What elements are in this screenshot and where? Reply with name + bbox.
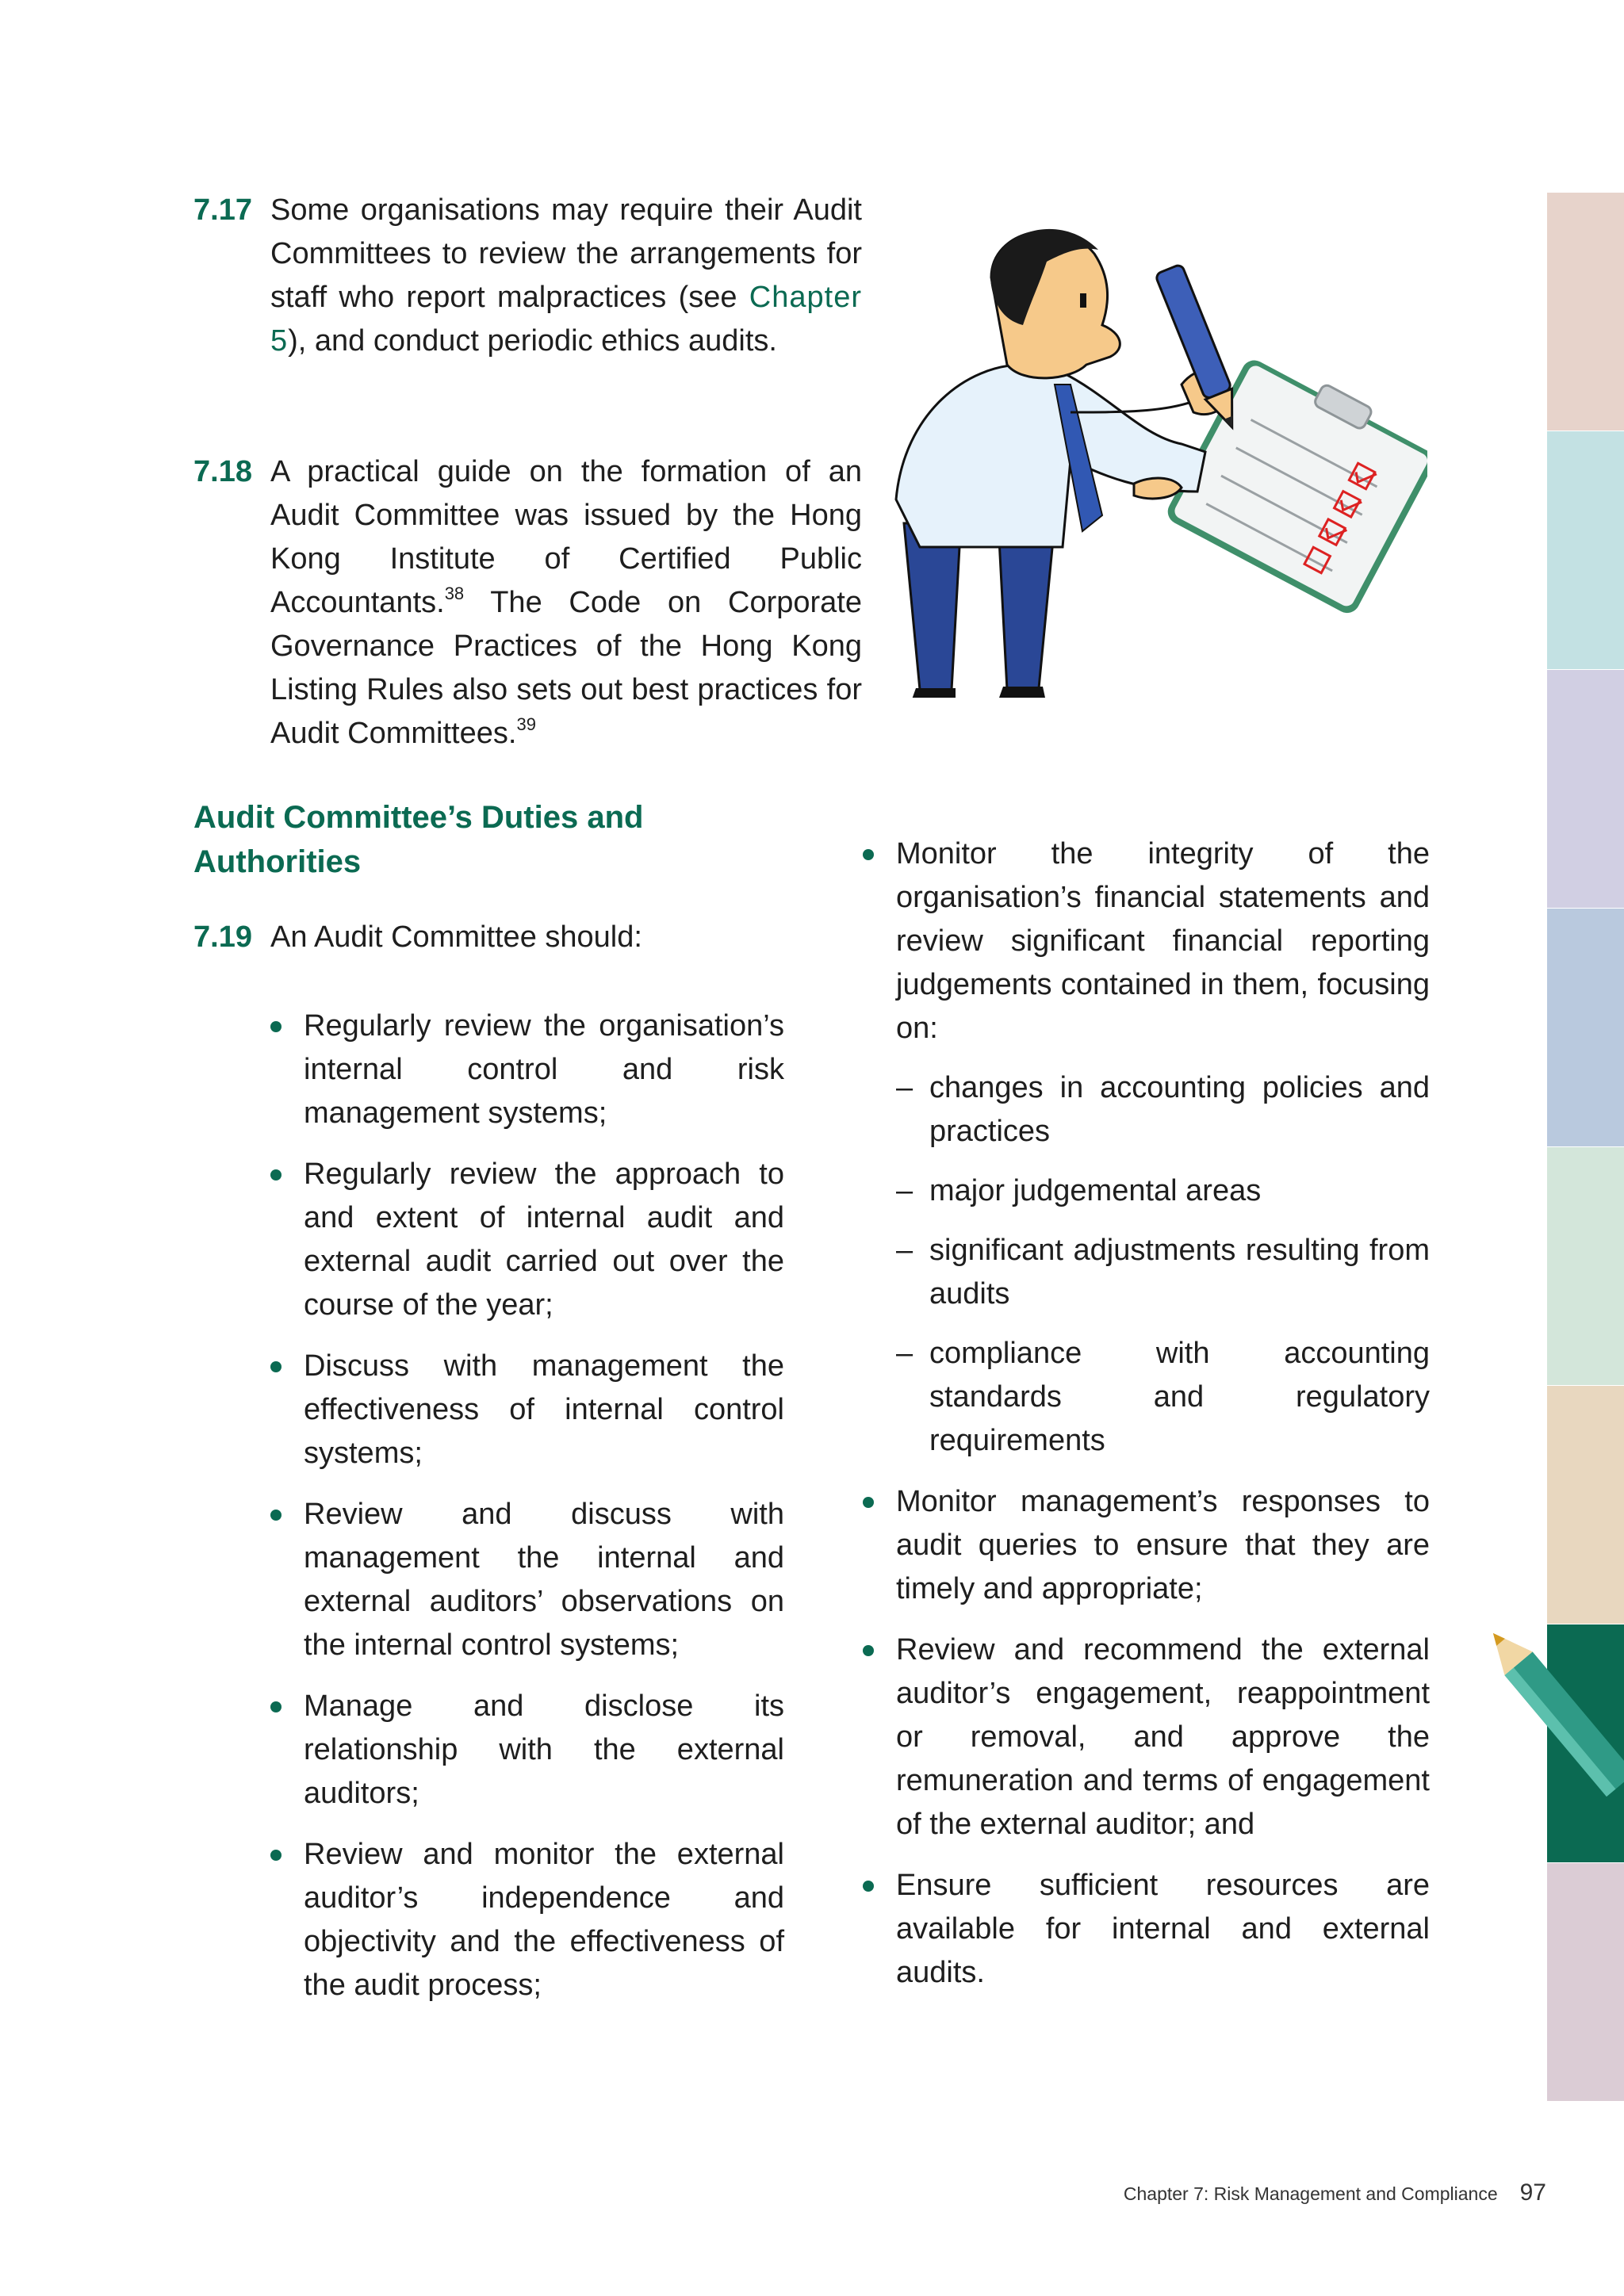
- list-item: Regularly review the approach to and extent of internal audit and external audit carried out over the course of the year;: [270, 1153, 784, 1327]
- pencil-icon: [1491, 1617, 1624, 1800]
- list-item: Review and discuss with management the internal and external auditors’ observations on the internal control systems;: [270, 1493, 784, 1667]
- list-item: Regularly review the organisation’s internal control and risk management systems;: [270, 1004, 784, 1135]
- chapter-tab[interactable]: [1547, 431, 1624, 670]
- dash-icon: –: [896, 1234, 914, 1267]
- paragraph-text: An Audit Committee should:: [270, 920, 642, 954]
- chapter-tab[interactable]: [1547, 670, 1624, 909]
- sub-list-item: – significant adjustments resulting from audits: [896, 1229, 1430, 1316]
- paragraph-number: 7.17: [193, 193, 252, 227]
- footnote-ref-39[interactable]: 39: [516, 714, 536, 735]
- bullet-icon: [270, 1361, 282, 1372]
- section-heading: Audit Committee’s Duties and Authorities: [193, 800, 644, 879]
- dash-icon: –: [896, 1071, 914, 1104]
- list-item: Monitor management’s responses to audit queries to ensure that they are timely and appropriate;: [863, 1480, 1430, 1611]
- list-item: Review and recommend the external auditor’s engagement, reappointment or removal, and approve the remuneration and terms of engagement of the external auditor; and: [863, 1628, 1430, 1846]
- focus-sublist: [896, 1066, 1430, 1463]
- paragraph-text: A practical guide on the formation of an Audit Committee was issued by the Hong Kong Institute of Certified Public Accountants.: [270, 455, 862, 619]
- page-footer: [1031, 2179, 1546, 2208]
- chapter-tab[interactable]: [1547, 1386, 1624, 1624]
- sub-list-item: – compliance with accounting standards and regulatory requirements: [896, 1332, 1430, 1463]
- chapter-tab[interactable]: [1547, 1147, 1624, 1386]
- bullet-icon: [863, 849, 874, 860]
- duties-list-right: [863, 832, 1430, 2012]
- chapter-5-link[interactable]: Chapter 5: [270, 281, 862, 358]
- man-writing-checklist-icon: [872, 214, 1427, 698]
- bullet-icon: [270, 1169, 282, 1181]
- chapter-tab[interactable]: [1547, 909, 1624, 1147]
- chapter-tab[interactable]: [1547, 1863, 1624, 2102]
- footer-chapter: Chapter 7: Risk Management and Compliance: [1123, 2183, 1498, 2204]
- duties-list-left: [270, 1004, 784, 2025]
- bullet-icon: [863, 1645, 874, 1656]
- paragraph-text: Some organisations may require their Audit Committees to review the arrangements for staff who report malpractices (see: [270, 193, 862, 314]
- bullet-icon: [863, 1881, 874, 1892]
- list-item: Monitor the integrity of the organisation’s financial statements and review significant financial reporting judgements contained in them, focusing on: – changes in accounting policies and practices – major judgemental areas – significant adjustments resulting from audits – compliance with accounting standards and regulatory requirements: [863, 832, 1430, 1463]
- chapter-tab[interactable]: [1547, 193, 1624, 431]
- paragraph-text: ), and conduct periodic ethics audits.: [288, 324, 777, 358]
- bullet-icon: [270, 1510, 282, 1521]
- sub-list-item: – changes in accounting policies and practices: [896, 1066, 1430, 1154]
- list-item: Discuss with management the effectiveness of internal control systems;: [270, 1345, 784, 1475]
- paragraph-number: 7.19: [193, 920, 252, 954]
- chapter-tabs: [1547, 193, 1624, 2102]
- paragraph-text: The Code on Corporate Governance Practices of the Hong Kong Listing Rules also sets out best practices for Audit Committees.: [270, 586, 862, 750]
- bullet-icon: [270, 1850, 282, 1861]
- sub-list-item: – major judgemental areas: [896, 1169, 1430, 1213]
- bullet-icon: [863, 1497, 874, 1508]
- dash-icon: –: [896, 1174, 914, 1207]
- footnote-ref-38[interactable]: 38: [444, 584, 465, 604]
- dash-icon: –: [896, 1337, 914, 1370]
- page-number: 97: [1519, 2179, 1546, 2206]
- bullet-icon: [270, 1701, 282, 1712]
- paragraph-number: 7.18: [193, 455, 252, 488]
- list-item: Review and monitor the external auditor’s independence and objectivity and the effectiveness of the audit process;: [270, 1833, 784, 2007]
- list-item: Ensure sufficient resources are available for internal and external audits.: [863, 1864, 1430, 1995]
- bullet-icon: [270, 1021, 282, 1032]
- list-item: Manage and disclose its relationship with the external auditors;: [270, 1685, 784, 1816]
